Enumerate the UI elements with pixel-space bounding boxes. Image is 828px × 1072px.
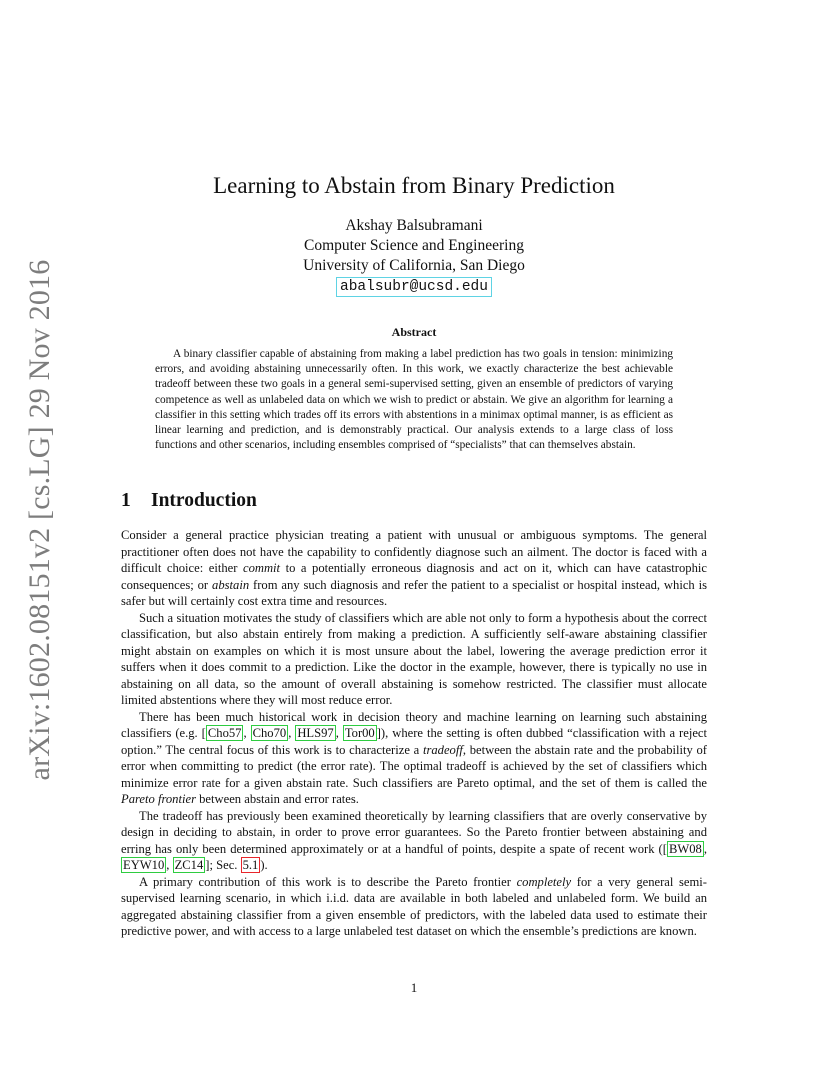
text-run: between abstain and error rates. [195, 792, 359, 806]
author-block [0, 216, 828, 297]
section-number: 1 [121, 490, 131, 511]
section-title: Introduction [151, 490, 257, 511]
text-run: A primary contribution of this work is to describe the Pareto frontier [139, 874, 517, 889]
text-run: to a potentially erroneous diagnosis and act on it, which can have catastrophic consequences; or [121, 561, 707, 592]
emphasis-abstain: abstain [212, 577, 250, 592]
text-run: Consider a general practice physician treating a patient with unusual or ambiguous symptoms. The general practitioner often does not have the capability to confidently diagnose such an ailment. The doctor is faced with a difficult choice: either [121, 528, 707, 575]
paragraph-4: The tradeoff has previously been examined theoretically by learning classifiers that are overly conservative by design in deciding to abstain, in order to prove error guarantees. So the Pareto frontier between abstaining and erring has only been determined approximately or at a handful of points, despite a spate of recent work ([ BW08 , EYW10 , ZC14 ]; Sec. 5.1 ). [121, 808, 707, 872]
emphasis-completely: completely [516, 874, 572, 889]
citation-link[interactable]: Cho57 [207, 726, 242, 740]
author-name: Akshay Balsubramani [345, 217, 483, 234]
affiliation-department: Computer Science and Engineering [304, 237, 524, 254]
author-email-link[interactable]: abalsubr@ucsd.edu [336, 277, 492, 297]
citation-link[interactable]: Tor00 [344, 726, 375, 740]
citation-link[interactable]: ZC14 [174, 858, 204, 872]
paper-title: Learning to Abstain from Binary Prediction [213, 173, 615, 198]
paragraph-2: Such a situation motivates the study of classifiers which are able not only to form a hypothesis about the correct classification, but also abstain entirely from making a prediction. A sufficiently self-aware abstaining classifier might abstain on examples on which it is most unsure about the label, lowering the average prediction error it suffers when it does commit to a prediction. Like the doctor in the example, however, there is typically no use in abstaining on all data, so the amount of overall abstaining is somehow restricted. The classifier must allocate limited abstentions where they will most reduce error. [121, 610, 707, 707]
paragraph-1 [121, 527, 707, 610]
text-run: ]; Sec. [205, 858, 241, 872]
citation-link[interactable]: Cho70 [252, 726, 287, 740]
text-run: ]), where the setting is often dubbed “classification with a reject option.” The central focus of this work is to characterize a [121, 726, 708, 757]
section-heading [121, 490, 257, 512]
paragraph-5 [121, 874, 707, 940]
section-reference-link[interactable]: 5.1 [242, 858, 259, 872]
emphasis-commit: commit [242, 561, 281, 575]
affiliation-university: University of California, San Diego [303, 257, 525, 274]
arxiv-identifier: arXiv:1602.08151v2 [cs.LG] 29 Nov 2016 [23, 259, 56, 781]
text-run: from any such diagnosis and refer the patient to a specialist or hospital instead, which is safer but will certainly cost extra time and resources. [121, 577, 707, 608]
emphasis-tradeoff: tradeoff [422, 742, 463, 757]
text-run: There has been much historical work in decision theory and machine learning on learning such abstaining classifiers (e.g. [ [121, 709, 707, 740]
text-run: The tradeoff has previously been examined theoretically by learning classifiers that are overly conservative by design in deciding to abstain, in order to prove error guarantees. So the Pareto frontier between abstaining and erring has only been determined approximately or at a handful of points, despite a spate of recent work ([ [121, 808, 707, 856]
citation-link[interactable]: HLS97 [297, 726, 334, 740]
main-text [121, 527, 707, 940]
arxiv-sidebar [20, 259, 60, 781]
abstract-heading: Abstract [391, 325, 437, 339]
text-run: ). [260, 858, 268, 872]
citation-link[interactable]: EYW10 [123, 858, 165, 872]
text-run: , between the abstain rate and the probability of error when committing to predict (the error rate). The optimal tradeoff is achieved by the set of classifiers which minimize error rate for a given abstain rate. Such classifiers are Pareto optimal, and the set of them is called the [121, 742, 708, 790]
emphasis-pareto-frontier: Pareto frontier [121, 792, 196, 806]
text-run: for a very general semi-supervised learning scenario, in which i.i.d. data are available in both labeled and unlabeled form. We build an aggregated abstaining classifier from a given ensemble of predictors, with the labeled data used to estimate their predictive power, and with access to a large unlabeled test dataset on which the ensemble’s predictions are known. [121, 874, 707, 938]
page-number: 1 [410, 980, 418, 995]
abstract-text: A binary classifier capable of abstaining from making a label prediction has two goals in tension: minimizing errors, and avoiding abstaining unnecessarily often. In this work, we exactly characterize the best achievable tradeoff between these two goals in a general semi-supervised setting, given an ensemble of predictors of varying competence as well as unlabeled data on which we wish to predict or abstain. We give an algorithm for learning a classifier in this setting which trades off its errors with abstentions in a minimax optimal manner, is as efficient as linear learning and prediction, and is demonstrably practical. Our analysis extends to a large class of loss functions and other scenarios, including ensembles comprised of “specialists” that can themselves abstain. [155, 348, 673, 452]
citation-link[interactable]: BW08 [668, 841, 702, 856]
paragraph-3: There has been much historical work in decision theory and machine learning on learning such abstaining classifiers (e.g. [ Cho57 , Cho70 , HLS97 , Tor00 ]), where the setting is often dubbed “classification with a reject option.” The central focus of this work is to characterize a tradeoff, between the abstain rate and the probability of error when committing to predict (the error rate). The optimal tradeoff is achieved by the set of classifiers which minimize error rate for a given abstain rate. Such classifiers are Pareto optimal, and the set of them is called the Pareto frontier between abstain and error rates. [121, 709, 708, 806]
